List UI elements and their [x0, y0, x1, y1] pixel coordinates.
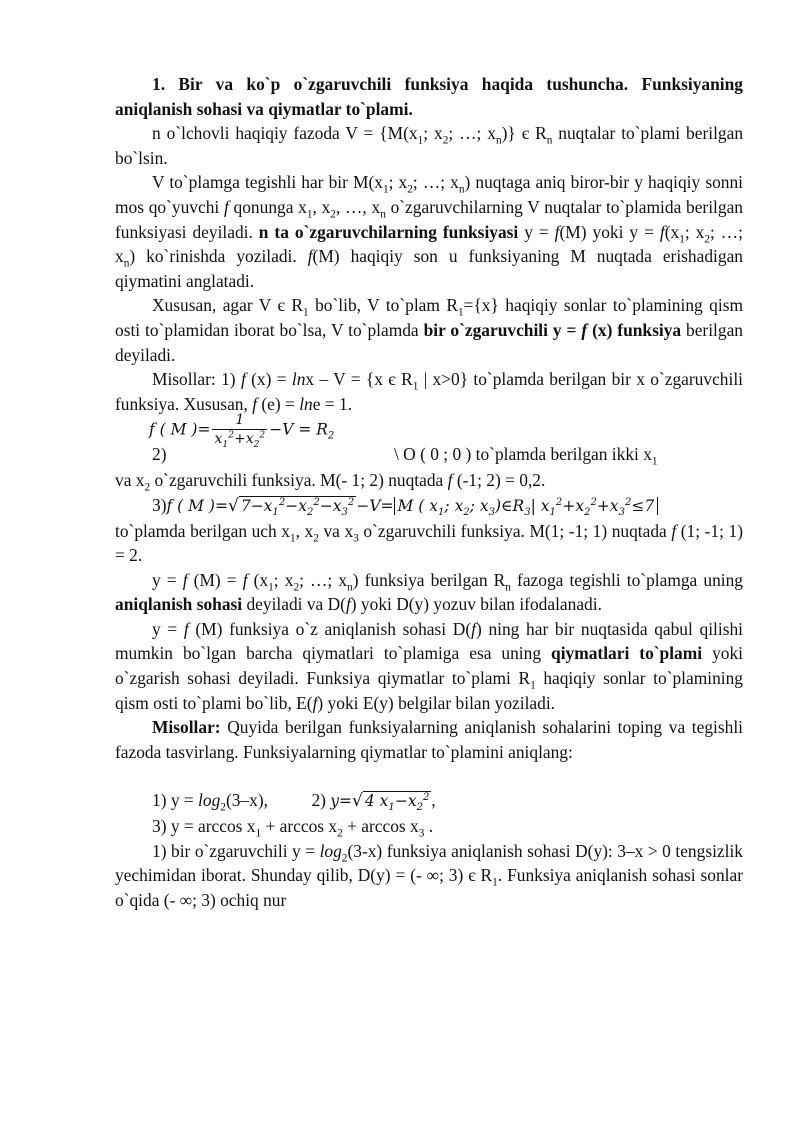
exercise-list-line-2: 3) $y = \arccos x_1 + \arccos x_2 + \arccos x_3$ .: [152, 816, 434, 840]
paragraph-domain-definition: y = f (M) = f ($x_1$; $x_2$; …; $x_n$) funksiya berilgan $R_n$ fazoga tegishli to`plamga uning aniqlanish sohasi deyiladi va D(f) yoki D(y) yozuv bilan ifodalanadi.: [115, 569, 743, 615]
document-page: [115, 72, 743, 912]
paragraph-exercises-intro: Misollar: Quyida berilgan funksiyalarning aniqlanish sohalarini toping va tegishli fazoda tasvirlang. Funksiyalarning qiymatlar to`plamini aniqlang:: [115, 717, 743, 762]
example-2-domain: \ O ( 0 ; 0 ) to`plamda berilgan ikki $x_1$: [394, 444, 658, 468]
paragraph-definition-set: n o`lchovli haqiqiy fazoda $V = \{M(x_1$; $x_2$; …; $x_n$)} є $R_n$ nuqtalar to`plami berilgan bo`lsin.: [115, 123, 744, 168]
spacer: [115, 764, 743, 788]
example-number: 2): [152, 444, 167, 465]
paragraph-function-definition: V to`plamga tegishli har bir $M(x_1$; $x_2$; …; $x_n$) nuqtaga aniq biror-bir y haqiqiy sonni mos qo`yuvchi f qonunga $x_1$, $x_2$, …, $x_n$ o`zgaruvchilarning V nuqtalar to`plamida berilgan funksiyasi deyiladi. n ta o`zgaruvchilarning funksiyasi y = f(M) yoki $y = f(x_1$; $x_2$; …; $x_n$) ko`rinishda yoziladi. f(M) haqiqiy son u funksiyaning M nuqtada erishadigan qiymatini anglatadi.: [115, 172, 744, 291]
paragraph-example-2-cont: va $x_2$ o`zgaruvchili funksiya. M(- 1; 2) nuqtada f (-1; 2) = 0,2.: [115, 470, 546, 494]
paragraph-example-1: Misollar: 1) f (x) = lnx – V = {x є $R_1$ | x>0} to`plamda berilgan bir x o`zgaruvchili funksiya. Xususan, f (e) = lne = 1.: [115, 369, 743, 414]
exercise-list-line-1: 1) $y = \log_2(3-x)$, 2) y=√ 4 $x_1-x_2^2$ ,: [152, 790, 436, 814]
paragraph-range-definition: y = f (M) funksiya o`z aniqlanish sohasi D(f) ning har bir nuqtasida qabul qilishi mumkin bo`lgan barcha qiymatlari to`plamiga esa uning qiymatlari to`plami yoki o`zgarish sohasi deyiladi. Funksiya qiymatlar to`plami $R_1$ haqiqiy sonlar to`plamining qism osti to`plami bo`lib, E(f) yoki E(y) belgilar bilan yoziladi.: [115, 618, 744, 713]
paragraph-single-variable: Xususan, agar V є $R_1$ bo`lib, V to`plam $R_1=\{x\}$ haqiqiy sonlar to`plamining qism osti to`plamidan iborat bo`lsa, V to`plamda bir o`zgaruvchili y = f (x) funksiya berilgan deyiladi.: [115, 295, 744, 365]
example-2-formula: [115, 412, 743, 468]
example-3-formula: 3)f ( M )=√ $7-x_1^2-x_2^2-x_3^2 -V= M$ ( $x_1$; $x_2$; $x_3)\in R_3|$ $x_1^2+x_2^2+x_3^2\le 7$: [115, 493, 743, 519]
paragraph-solution-1: 1) bir o`zgaruvchili $y = \log_2(3-x)$ funksiya aniqlanish sohasi D(y): 3–x > 0 tengsizlik yechimidan iborat. Shunday qilib, D(y) = (- ∞; 3) є $R_1$. Funksiya aniqlanish sohasi sonlar o`qida (- ∞; 3) ochiq nur: [115, 840, 744, 910]
section-title: 1. Bir va ko`p o`zgaruvchili funksiya haqida tushuncha. Funksiyaning aniqlanish sohasi va qiymatlar to`plami.: [115, 74, 743, 119]
paragraph-example-3-cont: to`plamda berilgan uch $x_1$, $x_2$ va $x_3$ o`zgaruvchili funksiya. M(1; -1; 1) nuqtada f (1; -1; 1) = 2.: [115, 520, 743, 566]
formula-fraction: f ( M )= $\frac{1}{x_1^2+x_2^2}$ $-V = R_2$: [149, 412, 335, 451]
